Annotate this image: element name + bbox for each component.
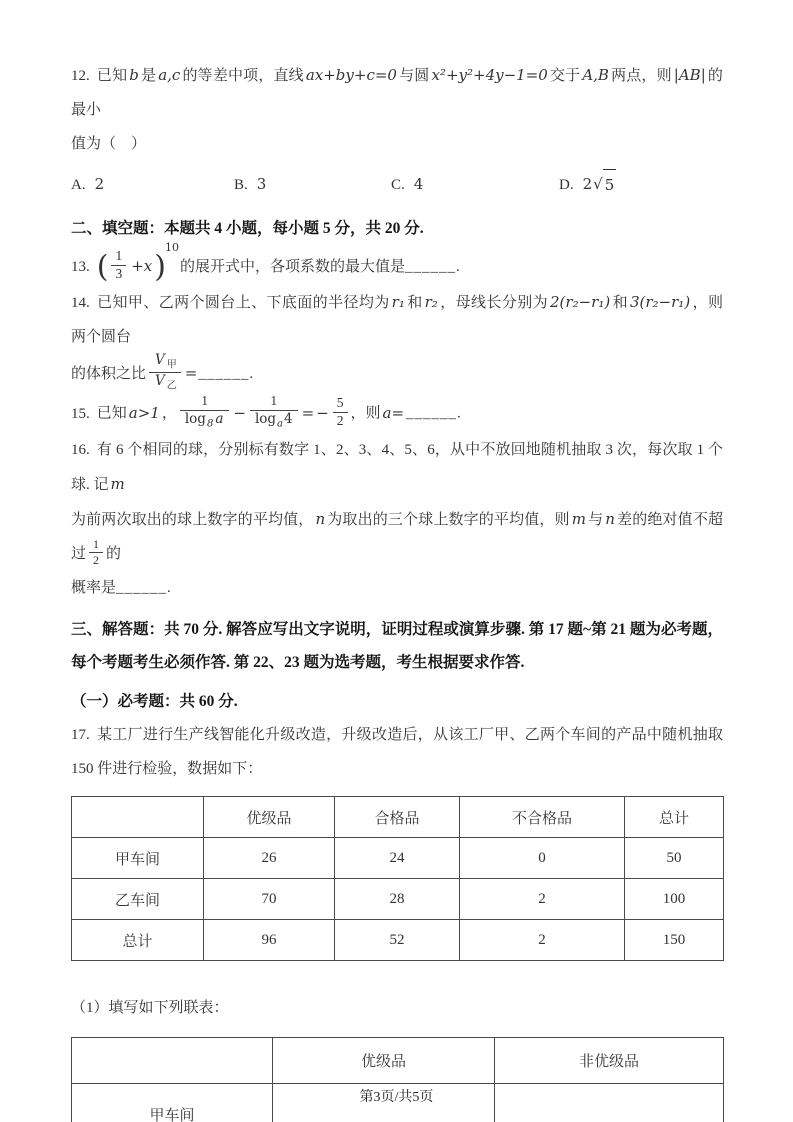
math-var: b xyxy=(129,66,139,84)
log-argument: a xyxy=(215,411,224,428)
paren-open: ( xyxy=(96,249,109,285)
option-c-value: 4 xyxy=(413,175,424,193)
log-symbol: log xyxy=(254,411,277,428)
section-3-subheading: （一）必考题：共 60 分. xyxy=(71,693,238,711)
question-number: 15. xyxy=(71,405,90,422)
math-var: r₂ xyxy=(424,292,438,311)
math-var: V xyxy=(155,373,165,390)
log-base: 8 xyxy=(206,418,214,430)
option-a-label: A. xyxy=(71,177,86,193)
negative-sign: − xyxy=(316,403,329,422)
option-d-coefficient: 2 xyxy=(582,175,593,193)
equals-sign: = xyxy=(301,403,315,422)
answer-blank: ______ xyxy=(116,580,168,597)
question-text: 某工厂进行生产线智能化升级改造，升级改造后，从该工厂甲、乙两个车间的产品中随机抽取 150 件进行检验，数据如下： xyxy=(71,727,723,778)
question-text: 和 xyxy=(612,294,628,311)
denominator: 2 xyxy=(93,553,100,568)
question-text: 有 6 个相同的球，分别标有数字 1、2、3、4、5、6，从中不放回地随机抽取 3 次，每次取 1 个球. 记 xyxy=(71,442,723,494)
question-14-line2 xyxy=(71,351,723,395)
period: . xyxy=(249,366,254,383)
table-row xyxy=(72,920,724,961)
inspection-data-table xyxy=(71,796,724,961)
question-15 xyxy=(71,395,723,433)
minus-sign: − xyxy=(233,403,246,422)
option-a xyxy=(71,169,234,200)
question-number: 14. xyxy=(71,294,90,311)
question-14-line1 xyxy=(71,285,723,354)
option-d-label: D. xyxy=(559,177,574,193)
denominator xyxy=(180,411,230,431)
question-16-line1 xyxy=(71,433,723,502)
log-symbol: log xyxy=(184,411,206,428)
row-label: 甲车间 xyxy=(72,838,204,879)
answer-blank: ______ xyxy=(404,259,456,275)
table-cell: 52 xyxy=(335,920,460,961)
exponent: 10 xyxy=(164,241,179,254)
math-var: n xyxy=(605,510,615,529)
fraction-2 xyxy=(250,393,298,431)
table-cell: 24 xyxy=(335,838,460,879)
sqrt-expression xyxy=(593,169,616,200)
numerator: 1 xyxy=(250,393,298,411)
part-label-text: （1）填写如下列联表： xyxy=(71,1000,229,1017)
period: . xyxy=(455,259,460,275)
question-number: 13. xyxy=(71,259,90,275)
section-3-heading: 三、解答题：共 70 分. 解答应写出文字说明，证明过程或演算步骤. 第 17 题~第 21 题为必考题，每个考题考生必须作答. 第 22、23 题为选考题，考生根据要求作答. xyxy=(71,621,723,672)
table-cell: 96 xyxy=(204,920,335,961)
table-row xyxy=(72,879,724,920)
math-term: +x xyxy=(131,257,153,275)
table-cell: 2 xyxy=(460,920,625,961)
math-expression: a= xyxy=(382,403,405,422)
radicand: 5 xyxy=(603,169,617,200)
table-header-cell: 优级品 xyxy=(204,797,335,838)
question-12-line2 xyxy=(71,127,723,161)
question-text: 两点，则 xyxy=(610,68,672,84)
question-text: ，则两个圆台 xyxy=(71,294,723,345)
math-var: r₁ xyxy=(391,292,405,311)
table-cell: 150 xyxy=(625,920,724,961)
question-text: 的体积之比 xyxy=(71,366,147,383)
math-expression: a>1 xyxy=(128,403,160,422)
contingency-table xyxy=(71,1037,724,1122)
table-header-row xyxy=(72,797,724,838)
fraction-1 xyxy=(180,393,230,431)
period: . xyxy=(457,405,461,422)
answer-blank: ______ xyxy=(198,366,250,383)
denominator xyxy=(149,373,181,393)
table-header-cell: 总计 xyxy=(625,797,724,838)
question-text: 的展开式中，各项系数的最大值是 xyxy=(179,259,405,275)
question-text: 为前两次取出的球上数字的平均值， xyxy=(71,512,314,529)
table-cell: 26 xyxy=(204,838,335,879)
table-cell: 2 xyxy=(460,879,625,920)
question-text: 概率是 xyxy=(71,580,117,597)
table-header-cell: 非优级品 xyxy=(495,1038,724,1084)
math-var: V xyxy=(155,351,165,368)
question-text: 值为（ ） xyxy=(71,136,147,152)
table-header-cell: 合格品 xyxy=(335,797,460,838)
table-header-cell xyxy=(72,1038,273,1084)
math-expression: x²+y²+4y−1=0 xyxy=(431,66,548,84)
math-expression: ax+by+c=0 xyxy=(305,66,397,84)
radical-sign: √ xyxy=(593,175,603,193)
question-text: 已知甲、乙两个圆台上、下底面的半径均为 xyxy=(96,294,390,311)
table-header-row xyxy=(72,1038,724,1084)
option-c-label: C. xyxy=(391,177,405,193)
question-13 xyxy=(71,241,723,285)
table-cell: 70 xyxy=(204,879,335,920)
question-text: 交于 xyxy=(549,68,581,84)
question-text: 的 xyxy=(106,546,122,563)
question-text: ，则 xyxy=(350,405,381,422)
math-expression: 3(r₂−r₁) xyxy=(629,292,691,311)
denominator xyxy=(250,411,298,431)
log-argument: 4 xyxy=(284,411,293,428)
row-label: 甲车间 xyxy=(72,1084,273,1122)
table-cell: 28 xyxy=(335,879,460,920)
fraction xyxy=(89,537,103,568)
question-text: 和 xyxy=(406,294,423,311)
question-number: 16. xyxy=(71,442,90,459)
denominator: 3 xyxy=(115,266,123,282)
page-content xyxy=(71,58,723,1122)
table-header-cell xyxy=(72,797,204,838)
option-b-value: 3 xyxy=(256,175,267,193)
row-label: 乙车间 xyxy=(72,879,204,920)
question-text: 为取出的三个球上数字的平均值，则 xyxy=(327,512,570,529)
math-var: a,c xyxy=(158,66,181,84)
period: . xyxy=(167,580,171,597)
question-16-line2 xyxy=(71,502,723,571)
page-footer: 第3页/共5页 xyxy=(359,1090,434,1105)
table-row xyxy=(72,838,724,879)
answer-blank: ______ xyxy=(406,405,458,422)
question-17-text xyxy=(71,718,723,786)
question-text: 的等差中项，直线 xyxy=(182,68,304,84)
volume-ratio-fraction xyxy=(149,352,181,393)
numerator xyxy=(149,352,181,373)
question-text: 的最小 xyxy=(71,68,723,118)
numerator: 5 xyxy=(333,395,348,413)
subscript: 乙 xyxy=(166,380,177,392)
denominator: 2 xyxy=(336,412,344,428)
question-text: 是 xyxy=(140,68,157,84)
table-header-cell: 不合格品 xyxy=(460,797,625,838)
fraction-3 xyxy=(333,395,348,430)
option-b xyxy=(234,169,391,200)
row-label: 总计 xyxy=(72,920,204,961)
table-header-cell: 优级品 xyxy=(273,1038,495,1084)
fraction xyxy=(111,248,126,283)
question-12-line1 xyxy=(71,58,723,127)
option-d xyxy=(559,169,723,200)
math-expression: |AB| xyxy=(673,66,706,84)
numerator: 1 xyxy=(111,248,126,266)
table-cell: 100 xyxy=(625,879,724,920)
option-c xyxy=(391,169,559,200)
math-var: m xyxy=(110,475,125,494)
question-text: 与 xyxy=(587,512,604,529)
log-base: a xyxy=(277,418,284,430)
math-var: m xyxy=(571,510,586,529)
table-cell: 0 xyxy=(460,838,625,879)
math-var: A,B xyxy=(582,66,609,84)
question-text: ，母线长分别为 xyxy=(439,294,548,311)
question-number: 17. xyxy=(71,727,90,744)
question-16-line3 xyxy=(71,571,723,605)
subscript: 甲 xyxy=(166,359,177,371)
question-number: 12. xyxy=(71,68,90,84)
numerator: 1 xyxy=(180,393,230,411)
math-var: n xyxy=(315,510,326,529)
option-b-label: B. xyxy=(234,177,248,193)
option-a-value: 2 xyxy=(94,175,105,193)
question-12-options xyxy=(71,169,723,200)
question-text: 已知 xyxy=(96,405,127,422)
math-expression: 2(r₂−r₁) xyxy=(550,292,611,311)
numerator: 1 xyxy=(89,537,103,553)
table-cell: 50 xyxy=(625,838,724,879)
comma: ， xyxy=(161,405,177,422)
question-17-part1 xyxy=(71,991,723,1025)
equals-sign: = xyxy=(184,364,198,383)
section-2-heading: 二、填空题：本题共 4 小题，每小题 5 分，共 20 分. xyxy=(71,220,424,237)
paren-close: ) xyxy=(154,249,166,285)
question-text: 差的绝对值不超过 xyxy=(71,512,723,563)
question-text: 与圆 xyxy=(398,68,430,84)
question-text: 已知 xyxy=(96,68,128,84)
